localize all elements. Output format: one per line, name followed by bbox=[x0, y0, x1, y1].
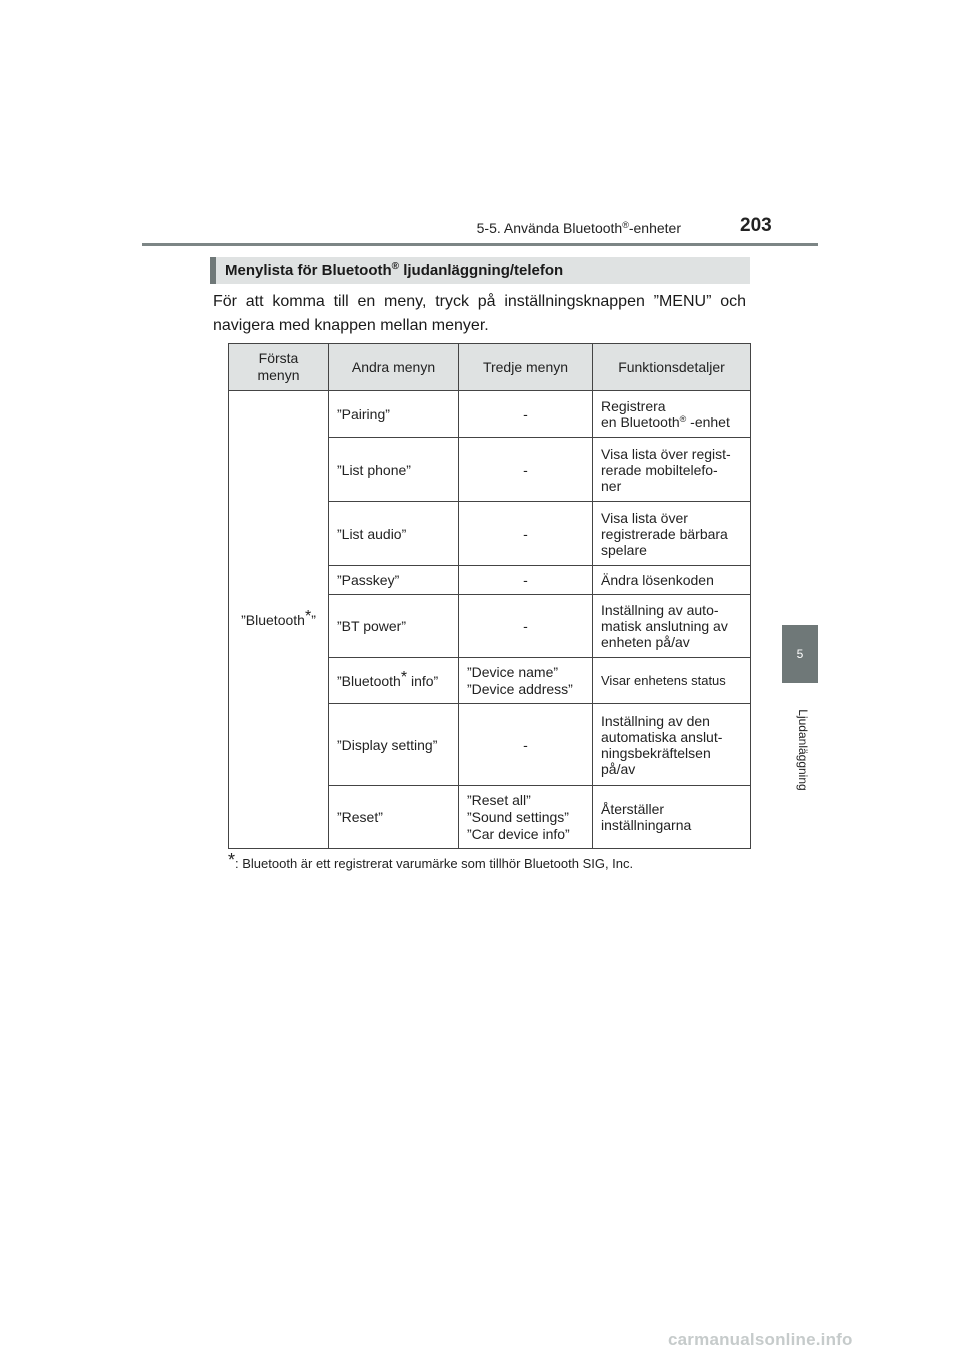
menu-table bbox=[228, 343, 751, 849]
asterisk-mark: * bbox=[228, 850, 236, 870]
section-title bbox=[477, 220, 681, 236]
heading-accent-bar bbox=[210, 257, 216, 284]
third-menu-cell: - bbox=[459, 438, 593, 502]
chapter-tab bbox=[782, 625, 818, 683]
column-header-first-menu: Första menyn bbox=[229, 344, 329, 391]
table-row bbox=[229, 391, 751, 438]
heading-text-suffix: ljudanläggning/telefon bbox=[399, 262, 564, 279]
column-header-third-menu: Tredje menyn bbox=[459, 344, 593, 391]
second-menu-cell: ”List phone” bbox=[329, 438, 459, 502]
third-menu-cell: ”Reset all” ”Sound settings” ”Car device info” bbox=[459, 786, 593, 849]
third-menu-cell: - bbox=[459, 704, 593, 786]
registered-mark: ® bbox=[622, 220, 629, 230]
second-menu-cell: ”BT power” bbox=[329, 595, 459, 658]
second-menu-cell: ”List audio” bbox=[329, 502, 459, 566]
asterisk-mark: * bbox=[304, 607, 312, 625]
watermark bbox=[668, 1330, 948, 1354]
first-menu-quote: ” bbox=[311, 611, 316, 628]
footnote-text: : Bluetooth är ett registrerat varumärke som tillhör Bluetooth SIG, Inc. bbox=[235, 856, 634, 871]
first-menu-cell bbox=[229, 391, 329, 849]
registered-mark: ® bbox=[679, 414, 687, 424]
third-menu-cell: - bbox=[459, 391, 593, 438]
second-menu-cell: ”Pairing” bbox=[329, 391, 459, 438]
heading-text-main: Menylista för Bluetooth bbox=[225, 262, 392, 279]
column-header-function-details: Funktionsdetaljer bbox=[593, 344, 751, 391]
detail-text: Registrera en Bluetooth bbox=[601, 398, 680, 430]
second-menu-cell: ”Reset” bbox=[329, 786, 459, 849]
chapter-number: 5 bbox=[796, 647, 804, 661]
detail-cell: Återställer inställningarna bbox=[593, 786, 751, 849]
asterisk-mark: * bbox=[400, 668, 408, 686]
section-title-suffix: -enheter bbox=[628, 220, 681, 236]
chapter-label: Ljudanläggning bbox=[796, 709, 810, 791]
header-rule bbox=[142, 243, 818, 246]
third-menu-cell: ”Device name” ”Device address” bbox=[459, 658, 593, 704]
section-heading bbox=[210, 257, 750, 284]
registered-mark: ® bbox=[391, 261, 400, 272]
detail-text-suffix: -enhet bbox=[686, 414, 730, 430]
detail-cell: Visar enhetens status bbox=[593, 658, 751, 704]
page-number: 203 bbox=[740, 215, 772, 236]
second-menu-cell bbox=[329, 658, 459, 704]
detail-cell: Visa lista över registrerade bärbara spelare bbox=[593, 502, 751, 566]
second-menu-text: ”Bluetooth bbox=[337, 672, 401, 689]
detail-cell: Inställning av den automatiska anslut- ningsbekräftelsen på/av bbox=[593, 704, 751, 786]
column-header-second-menu: Andra menyn bbox=[329, 344, 459, 391]
watermark-text: carmanualsonline.info bbox=[668, 1330, 853, 1349]
detail-cell: Inställning av auto- matisk anslutning av enheten på/av bbox=[593, 595, 751, 658]
heading-text bbox=[225, 261, 563, 279]
section-title-text: 5-5. Använda Bluetooth bbox=[476, 220, 623, 236]
detail-cell: Ändra lösenkoden bbox=[593, 566, 751, 595]
intro-paragraph: För att komma till en meny, tryck på inställningsknappen ”MENU” och navigera med knappen mellan menyer. bbox=[213, 293, 746, 334]
second-menu-cell: ”Passkey” bbox=[329, 566, 459, 595]
footnote bbox=[228, 850, 768, 871]
table-header-row bbox=[229, 344, 751, 391]
detail-cell bbox=[593, 391, 751, 438]
detail-cell: Visa lista över regist- rerade mobiltelefo- ner bbox=[593, 438, 751, 502]
third-menu-cell: - bbox=[459, 595, 593, 658]
second-menu-suffix: info” bbox=[407, 672, 439, 689]
third-menu-cell: - bbox=[459, 566, 593, 595]
third-menu-cell: - bbox=[459, 502, 593, 566]
second-menu-cell: ”Display setting” bbox=[329, 704, 459, 786]
first-menu-text: ”Bluetooth bbox=[241, 611, 305, 628]
